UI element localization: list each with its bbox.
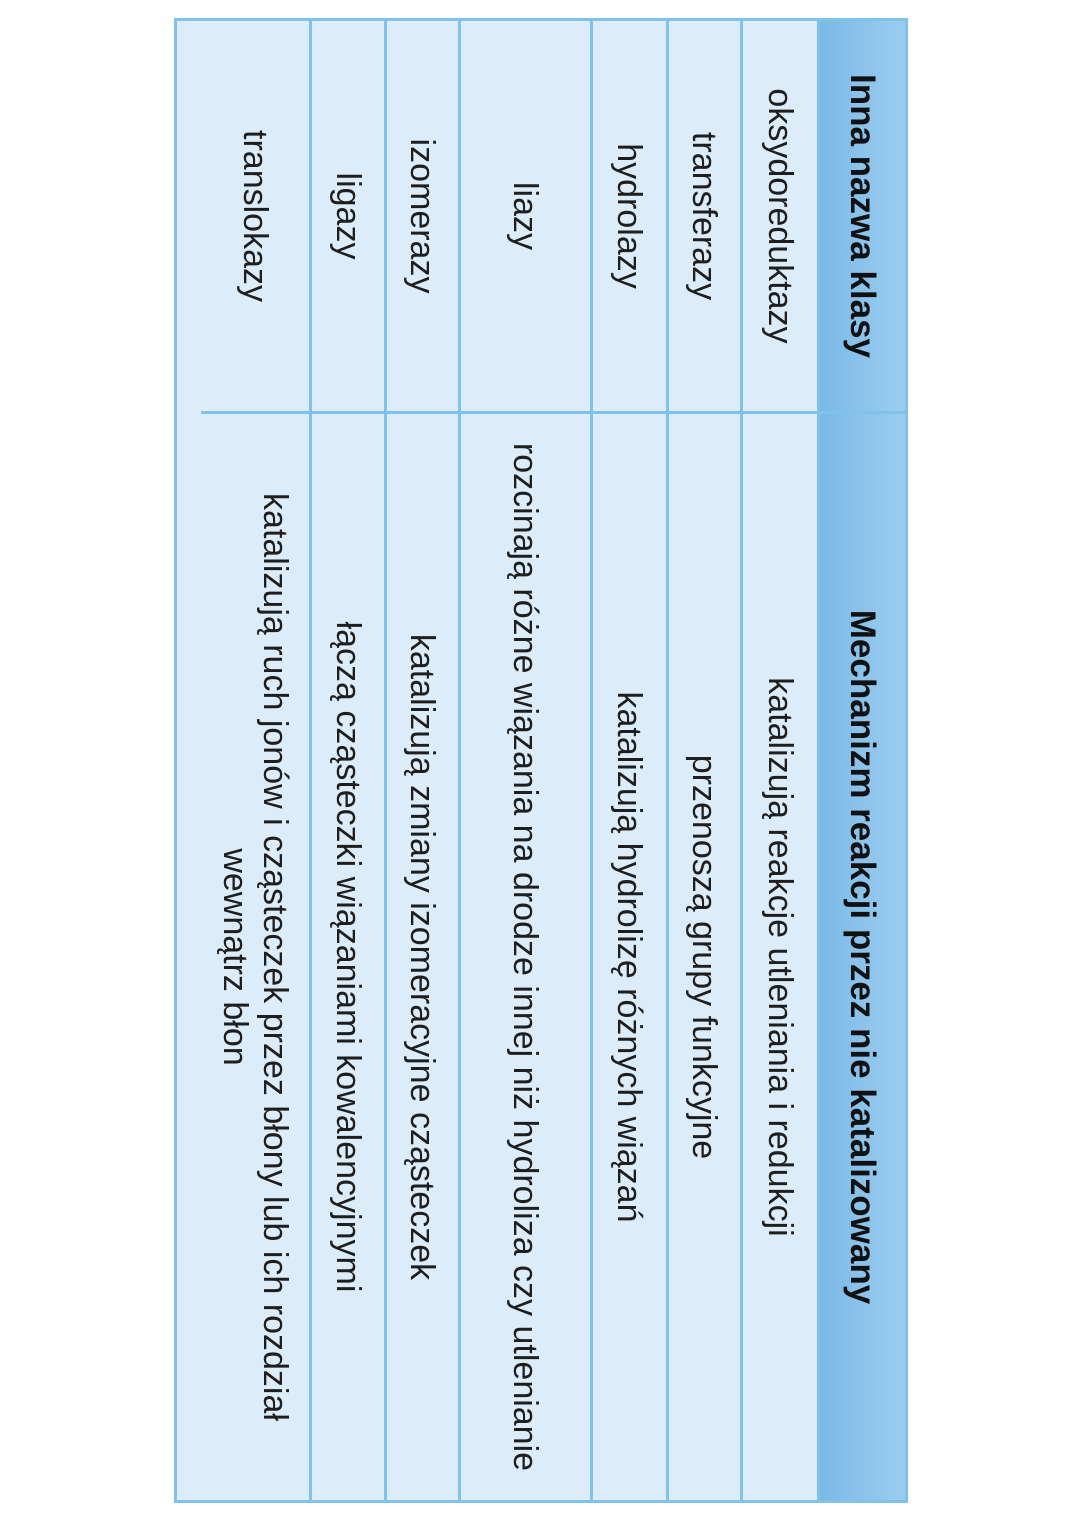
mechanism-cell: katalizują hydrolizę różnych wiązań bbox=[590, 414, 666, 1500]
mechanism-cell: przenoszą grupy funkcyjne bbox=[666, 414, 740, 1500]
enzyme-classes-table bbox=[174, 18, 908, 1503]
rotated-table bbox=[174, 18, 908, 1503]
mechanism-cell: łączą cząsteczki wiązaniami kowalencyjnymi bbox=[309, 414, 384, 1500]
mechanism-cell: katalizują zmiany izomeracyjne cząsteczek bbox=[384, 414, 458, 1500]
class-name-cell: ligazy bbox=[309, 21, 384, 414]
mechanism-cell: katalizują reakcje utleniania i redukcji bbox=[740, 414, 817, 1500]
class-name-cell: izomerazy bbox=[384, 21, 458, 414]
enzyme-classes-table-frame bbox=[174, 18, 908, 1503]
class-name-cell: oksydoreduktazy bbox=[740, 21, 817, 414]
class-name-cell: transferazy bbox=[666, 21, 740, 414]
class-name-cell: translokazy bbox=[201, 21, 309, 414]
header-mechanism: Mechanizm reakcji przez nie katalizowany bbox=[817, 414, 905, 1500]
class-name-cell: liazy bbox=[458, 21, 590, 414]
class-name-cell: hydrolazy bbox=[590, 21, 666, 414]
mechanism-cell: katalizują ruch jonów i cząsteczek przez błony lub ich rozdział wewnątrz błon bbox=[201, 414, 309, 1500]
mechanism-cell: rozcinają różne wiązania na drodze innej niż hydroliza czy utlenianie bbox=[458, 414, 590, 1500]
header-class-name: Inna nazwa klasy bbox=[817, 21, 905, 414]
